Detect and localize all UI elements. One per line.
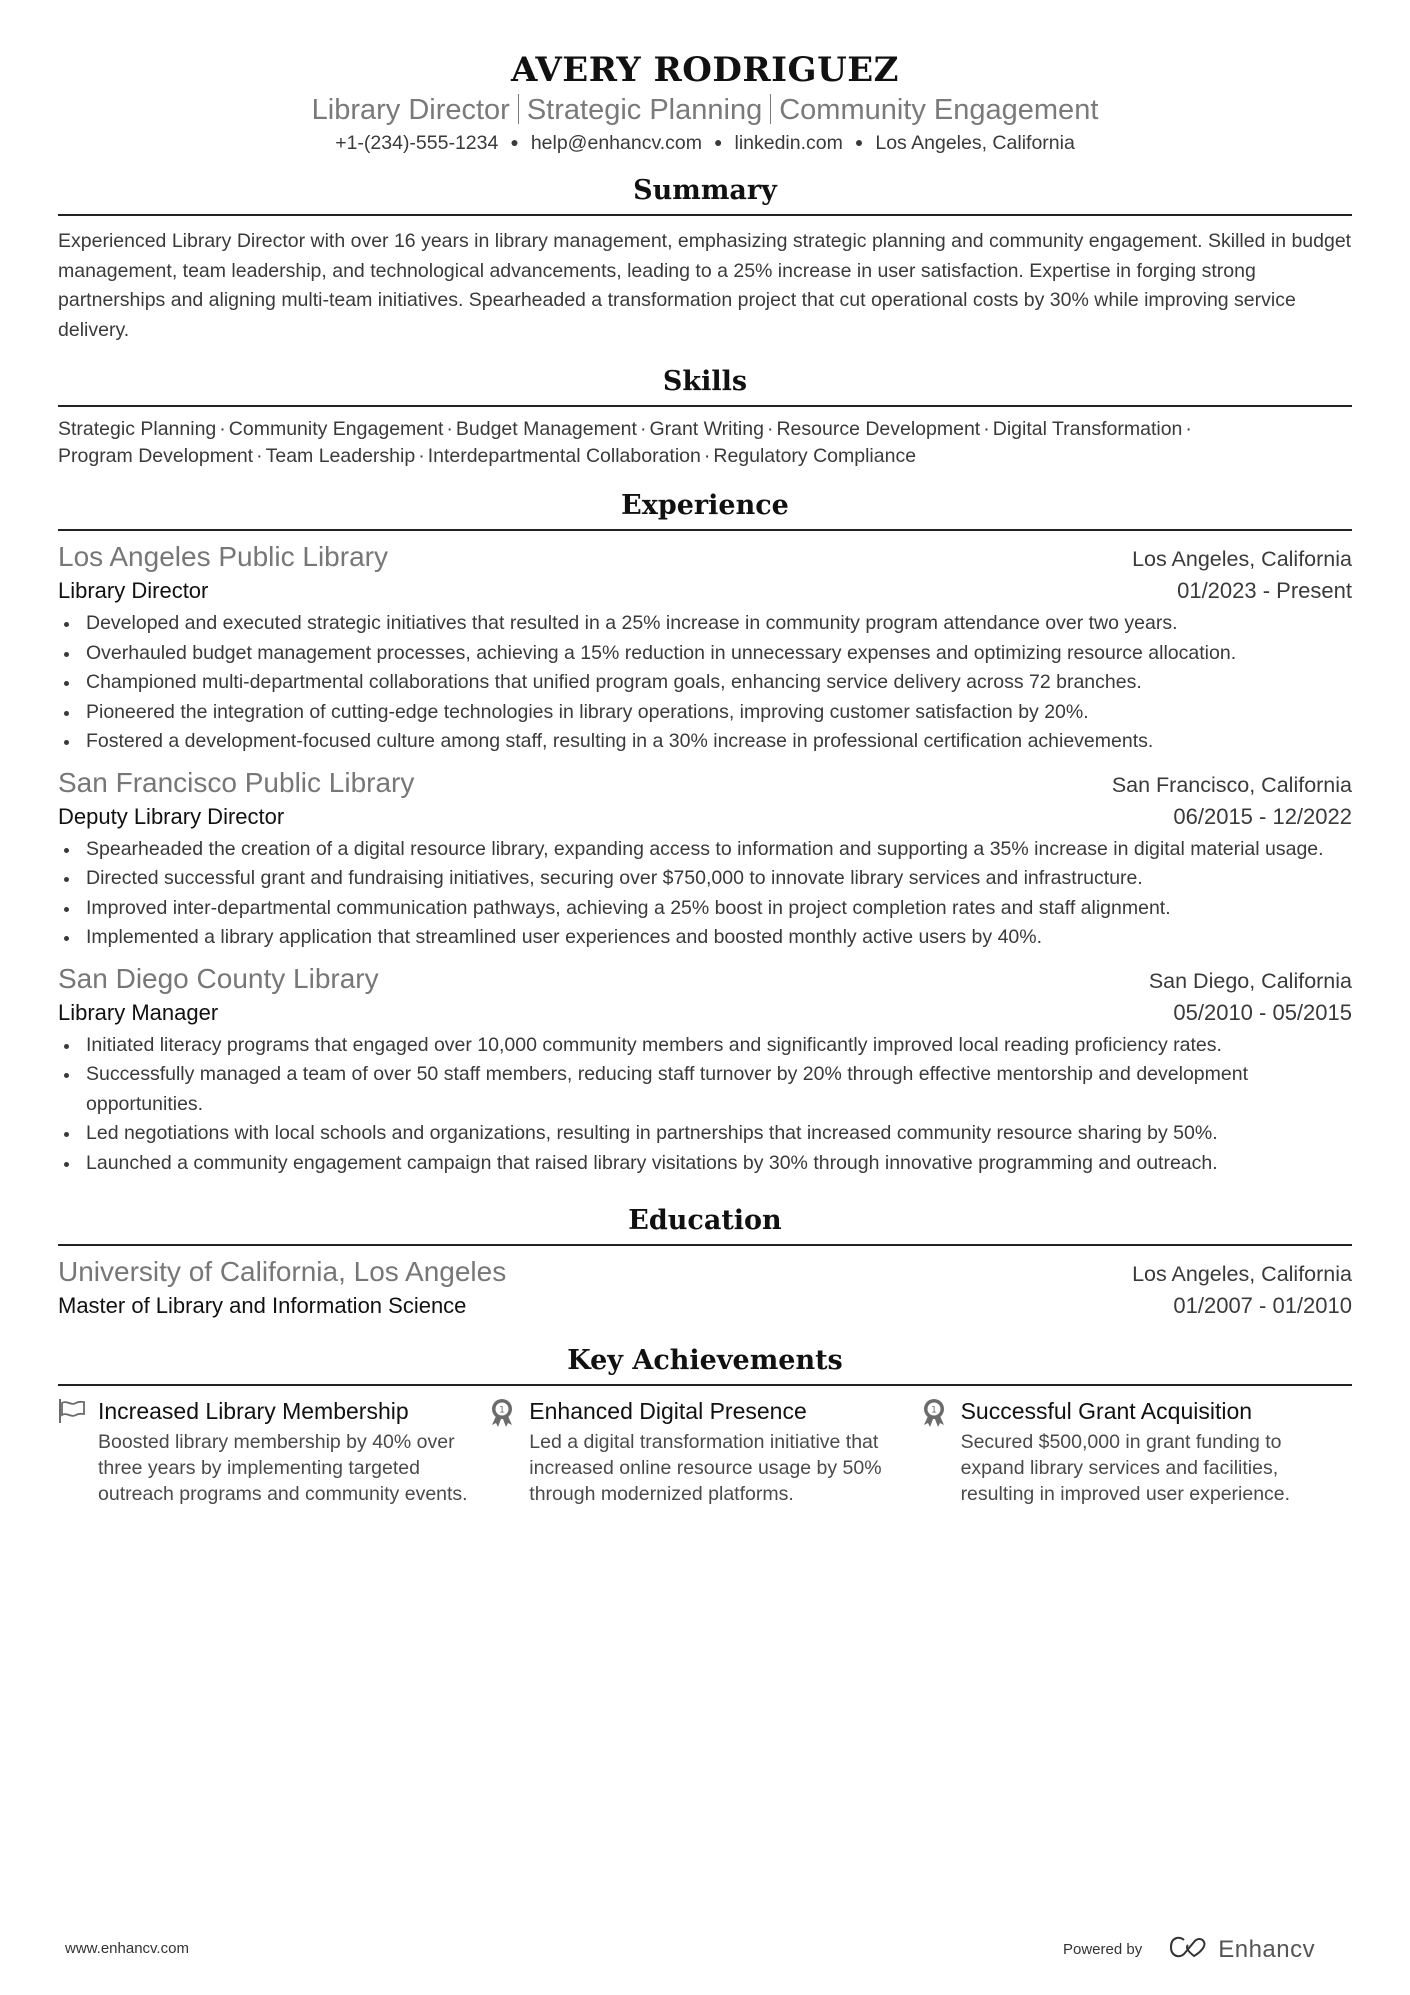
school-location: Los Angeles, California [1132,1262,1352,1286]
footer-branding [1063,1935,1315,1964]
company-name: Los Angeles Public Library [58,541,388,572]
job-dates: 01/2023 - Present [1177,578,1352,603]
brand-name: Enhancv [1218,1935,1316,1963]
skill-item: Interdepartmental Collaboration [427,444,701,467]
section-divider [58,1244,1352,1246]
headline-separator [770,94,771,124]
resume-header [58,0,1352,156]
job-location: Los Angeles, California [1132,547,1352,571]
bullet-item: Initiated literacy programs that engaged over 10,000 community members and significantly improved local reading proficiency rates. [58,1031,1352,1061]
linkedin-link[interactable]: linkedin.com [734,132,843,154]
company-name: San Francisco Public Library [58,766,415,798]
resume-page [58,0,1352,1507]
bullet-item: Improved inter-departmental communication pathways, achieving a 25% boost in project completion rates and staff alignment. [58,894,1352,924]
headline-part: Strategic Planning [526,94,763,126]
skill-item: Team Leadership [265,444,416,467]
bullet-item: Fostered a development-focused culture among staff, resulting in a 30% increase in professional certification achievements. [58,727,1352,757]
bullet-item: Led negotiations with local schools and organizations, resulting in partnerships that increased community resource sharing by 50%. [58,1119,1352,1149]
section-divider [58,529,1352,531]
skill-item: Budget Management [455,418,637,440]
company-name: San Diego County Library [58,962,379,994]
job-bullets [58,609,1352,757]
bullet-separator: ● [854,134,864,150]
job-dates: 06/2015 - 12/2022 [1173,803,1352,829]
footer-website-link[interactable]: www.enhancv.com [65,1940,189,1957]
bullet-item: Implemented a library application that streamlined user experiences and boosted monthly active users by 40%. [58,923,1352,953]
section-divider [58,214,1352,216]
job-location: San Francisco, California [1111,772,1352,797]
skills-list: Strategic Planning · Community Engagement · Budget Management · Grant Writing · Resource Development · Digital Transformation · Program Development · Team Leadership · Interdepartmental Collaboration · Regulatory Compliance [58,418,1192,467]
skill-item: Strategic Planning [58,418,217,440]
education-section [58,1204,1352,1322]
school-name: University of California, Los Angeles [58,1256,507,1287]
flag-icon [58,1396,98,1507]
svg-text:1: 1 [499,1405,506,1416]
award-ribbon-icon [489,1396,529,1507]
bullet-separator: ● [714,134,723,150]
bullet-item: Successfully managed a team of over 50 staff members, reducing staff turnover by 20% through effective mentorship and development opportunities. [58,1060,1352,1119]
contact-line [58,129,1352,156]
skill-item: Program Development [58,444,254,467]
achievements-section [58,1344,1352,1507]
education-dates: 01/2007 - 01/2010 [1173,1293,1352,1318]
bullet-item: Developed and executed strategic initiatives that resulted in a 25% increase in community program attendance over two years. [58,609,1352,639]
achievements-grid [58,1396,1352,1507]
section-heading: Key Achievements [567,1345,843,1376]
phone: +1-(234)-555-1234 [335,132,499,154]
bullet-item: Launched a community engagement campaign that raised library visitations by 30% through innovative programming and outreach. [58,1149,1352,1179]
skill-item: Regulatory Compliance [713,444,917,467]
section-heading: Skills [662,366,748,397]
degree: Master of Library and Information Science [58,1293,467,1318]
achievement-item [489,1396,920,1507]
experience-section [58,489,1352,1178]
powered-by-label: Powered by [1063,1941,1143,1958]
summary-section [58,174,1352,345]
achievement-description: Secured $500,000 in grant funding to expand library services and facilities, resulting in improved user experience. [960,1431,1291,1505]
achievement-item [58,1396,489,1507]
section-heading: Summary [633,175,777,206]
headline-part: Library Director [311,94,510,126]
section-heading: Experience [621,490,789,521]
job-title: Library Manager [58,999,219,1025]
section-divider [58,405,1352,407]
job-title: Library Director [58,578,209,603]
job-entry [58,539,1352,757]
skill-item: Grant Writing [649,418,764,440]
skill-item: Digital Transformation [992,418,1183,440]
svg-text:1: 1 [930,1405,937,1416]
achievement-item [921,1396,1352,1507]
bullet-item: Spearheaded the creation of a digital resource library, expanding access to information and supporting a 35% increase in digital material usage. [58,835,1352,865]
enhancv-logo-icon [1168,1935,1210,1964]
summary-text: Experienced Library Director with over 16 years in library management, emphasizing strategic planning and community engagement. Skilled in budget management, team leadership, and technological advancements, leading to a 25% increase in user satisfaction. Expertise in forging strong partnerships and aligning multi-team initiatives. Spearheaded a transformation project that cut operational costs by 30% while improving service delivery. [58,230,1352,341]
skill-item: Resource Development [776,418,981,440]
job-entry [58,961,1352,1179]
section-heading: Education [628,1205,782,1236]
bullet-item: Overhauled budget management processes, achieving a 15% reduction in unnecessary expenses and optimizing resource allocation. [58,639,1352,669]
email-link[interactable]: help@enhancv.com [530,132,703,154]
skill-item: Community Engagement [228,418,444,440]
job-entry [58,765,1352,953]
skills-section [58,365,1352,469]
achievement-title: Successful Grant Acquisition [960,1398,1253,1424]
achievement-description: Led a digital transformation initiative that increased online resource usage by 50% through modernized platforms. [529,1431,882,1505]
section-divider [58,1384,1352,1386]
job-title: Deputy Library Director [58,803,285,829]
bullet-item: Directed successful grant and fundraising initiatives, securing over $750,000 to innovate library services and infrastructure. [58,864,1352,894]
job-bullets [58,1031,1352,1179]
headline-separator [518,94,519,124]
education-entry [58,1254,1352,1322]
job-bullets [58,835,1352,953]
achievement-title: Enhanced Digital Presence [529,1398,807,1424]
award-ribbon-icon [921,1396,961,1507]
achievement-title: Increased Library Membership [98,1398,409,1424]
headline-part: Community Engagement [779,94,1099,126]
bullet-item: Pioneered the integration of cutting-edge technologies in library operations, improving customer satisfaction by 20%. [58,698,1352,728]
bullet-item: Championed multi-departmental collaborations that unified program goals, enhancing service delivery across 72 branches. [58,668,1352,698]
job-location: San Diego, California [1148,968,1352,993]
job-dates: 05/2010 - 05/2015 [1173,999,1352,1025]
bullet-separator: ● [510,134,519,150]
location: Los Angeles, California [875,132,1075,154]
candidate-name: AVERY RODRIGUEZ [511,50,899,90]
headline [58,92,1352,128]
achievement-description: Boosted library membership by 40% over three years by implementing targeted outreach programs and community events. [98,1431,468,1505]
